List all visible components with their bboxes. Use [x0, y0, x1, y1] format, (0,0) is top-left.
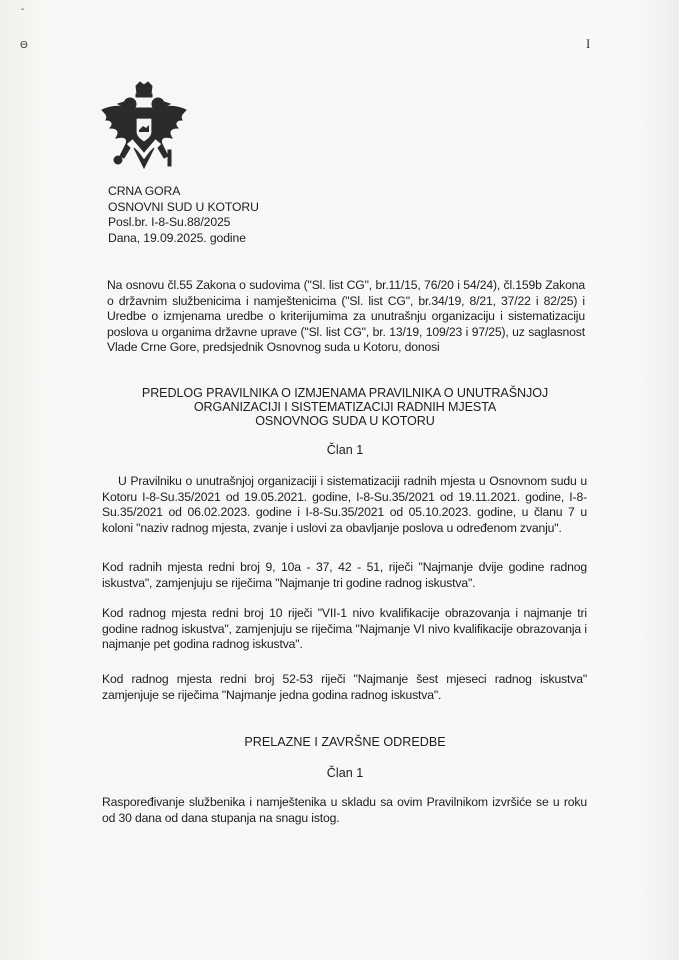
country-name: CRNA GORA	[108, 184, 181, 198]
document-date: Dana, 19.09.2025. godine	[108, 230, 246, 245]
article-1-heading: Član 1	[326, 443, 364, 457]
court-name: OSNOVNI SUD U KOTORU	[108, 199, 259, 214]
article-1-paragraph-1: U Pravilniku o unutrašnjoj organizaciji i sistematizaciji radnih mjesta u Osnovnom sudu u Kotoru I-8-Su.35/2021 od 19.05.2021. godine, I-8-Su.35/2021 od 19.11.2021. godine, I-8-Su.35/2021 od 06.02.2023. godine i I-8-Su.35/2021 od 05.10.2023. godine, u članu 7 u koloni "naziv radnog mjesta, zvanje i uslovi za obavljanje poslova u određenom zvanju".	[102, 474, 587, 535]
margin-mark-side: Ɵ	[20, 40, 28, 51]
article-1-paragraph-3: Kod radnog mjesta redni broj 10 riječi "VII-1 nivo kvalifikacije obrazovanja i najmanje tri godine radnog iskustva", zamjenjuju se riječima "Najmanje VI nivo kvalifikacije obrazovanja i najmanje pet godina radnog iskustva".	[102, 606, 587, 652]
title-line-3: OSNOVNOG SUDA U KOTORU	[255, 414, 435, 428]
transitional-provisions-heading: PRELAZNE I ZAVRŠNE ODREDBE	[244, 735, 446, 749]
margin-mark-top: -	[21, 4, 25, 15]
page-number: I	[586, 36, 591, 51]
article-1-paragraph-2: Kod radnih mjesta redni broj 9, 10a - 37, 42 - 51, riječi "Najmanje dvije godine radnog iskustva", zamjenjuju se riječima "Najmanje tri godine radnog iskustva".	[102, 560, 587, 590]
transitional-paragraph: Raspoređivanje službenika i namještenika u skladu sa ovim Pravilnikom izvršiće se u roku od 30 dana od dana stupanja na snagu istog.	[102, 795, 587, 825]
article-1-paragraph-4: Kod radnog mjesta redni broj 52-53 riječi "Najmanje šest mjeseci radnog iskustva" zamjenjuje se riječima "Najmanje jedna godina radnog iskustva".	[102, 672, 587, 702]
document-title	[80, 386, 610, 428]
title-line-1: PREDLOG PRAVILNIKA O IZMJENAMA PRAVILNIKA O UNUTRAŠNJOJ	[141, 386, 549, 400]
title-line-2: ORGANIZACIJI I SISTEMATIZACIJI RADNIH MJESTA	[193, 400, 497, 414]
montenegro-coat-of-arms-icon	[96, 80, 192, 178]
legal-basis-paragraph: Na osnovu čl.55 Zakona o sudovima ("Sl. list CG", br.11/15, 76/20 i 54/24), čl.159b Zakona o državnim službenicima i namještenicima ("Sl. list CG", br.34/19, 8/21, 37/22 i 82/25) i Uredbe o izmjenama uredbe o kriterijumima za unutrašnju organizaciju i sistematizaciju poslova u organima državne uprave ("Sl. list CG", br. 13/19, 109/23 i 97/25), uz saglasnost Vlade Crne Gore, predsjednik Osnovnog suda u Kotoru, donosi	[107, 278, 585, 355]
court-header	[108, 184, 259, 246]
transitional-article-heading: Član 1	[326, 766, 364, 780]
case-number: Posl.br. I-8-Su.88/2025	[108, 215, 231, 230]
